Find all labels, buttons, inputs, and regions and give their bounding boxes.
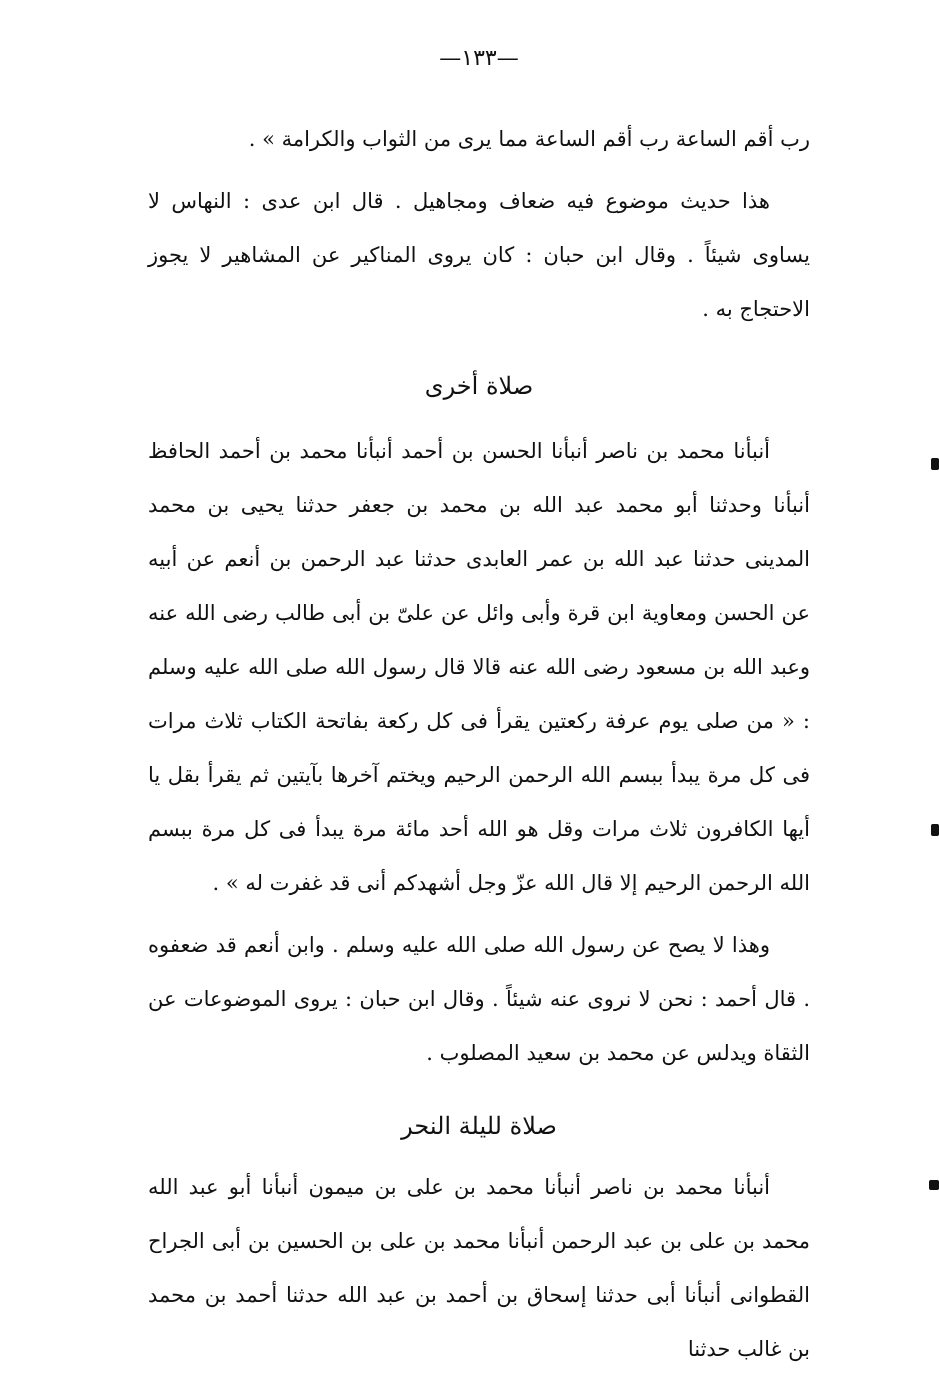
paragraph-isnad-nahr: أنبأنا محمد بن ناصر أنبأنا محمد بن على بن ميمون أنبأنا أبو عبد الله محمد بن على بن عبد الرحمن أنبأنا محمد بن على بن الحسين بن أبى الجراح القطوانى أنبأنا أبى حدثنا إسحاق بن أحمد بن عبد الله حدثنا أحمد بن محمد بن غالب حدثنا: [148, 1175, 810, 1361]
section-heading-night-of-sacrifice: صلاة لليلة النحر: [401, 1112, 557, 1140]
scan-edge-mark: [931, 458, 939, 470]
book-page: [148, 44, 810, 1376]
section-heading-another-prayer: صلاة أخرى: [424, 372, 534, 400]
paragraph-isnad-arafah: أنبأنا محمد بن ناصر أنبأنا الحسن بن أحمد أنبأنا محمد بن أحمد الحافظ أنبأنا وحدثنا أبو محمد عبد الله بن محمد بن جعفر حدثنا يحيى بن محمد المدينى حدثنا عبد الله بن عمر العابدى حدثنا عبد الرحمن بن أنعم عن أبيه عن الحسن ومعاوية ابن قرة وأبى وائل عن علىّ بن أبى طالب رضى الله عنه وعبد الله بن مسعود رضى الله عنه قالا قال رسول الله صلى الله عليه وسلم : « من صلى يوم عرفة ركعتين يقرأ فى كل ركعة بفاتحة الكتاب ثلاث مرات فى كل مرة يبدأ ببسم الله الرحمن الرحيم ويختم آخرها بآيتين ثم يقرأ بقل يا أيها الكافرون ثلاث مرات وقل هو الله أحد مائة مرة يبدأ فى كل مرة ببسم الله الرحمن الرحيم إلا قال الله عزّ وجل أشهدكم أنى قد غفرت له » .: [148, 439, 810, 895]
paragraph-commentary-1: هذا حديث موضوع فيه ضعاف ومجاهيل . قال ابن عدى : النهاس لا يساوى شيئاً . وقال ابن حبان : كان يروى المناكير عن المشاهير لا يجوز الاحتجاج به .: [148, 189, 810, 321]
page-number: —١٣٣—: [439, 46, 519, 71]
paragraph-commentary-2: وهذا لا يصح عن رسول الله صلى الله عليه وسلم . وابن أنعم قد ضعفوه . قال أحمد : نحن لا نروى عنه شيئاً . وقال ابن حبان : يروى الموضوعات عن الثقاة ويدلس عن محمد بن سعيد المصلوب .: [148, 933, 810, 1065]
paragraph-hadith-ending: رب أقم الساعة رب أقم الساعة مما يرى من الثواب والكرامة » .: [248, 127, 810, 151]
scan-edge-mark: [929, 1180, 939, 1190]
scan-edge-mark: [931, 824, 939, 836]
